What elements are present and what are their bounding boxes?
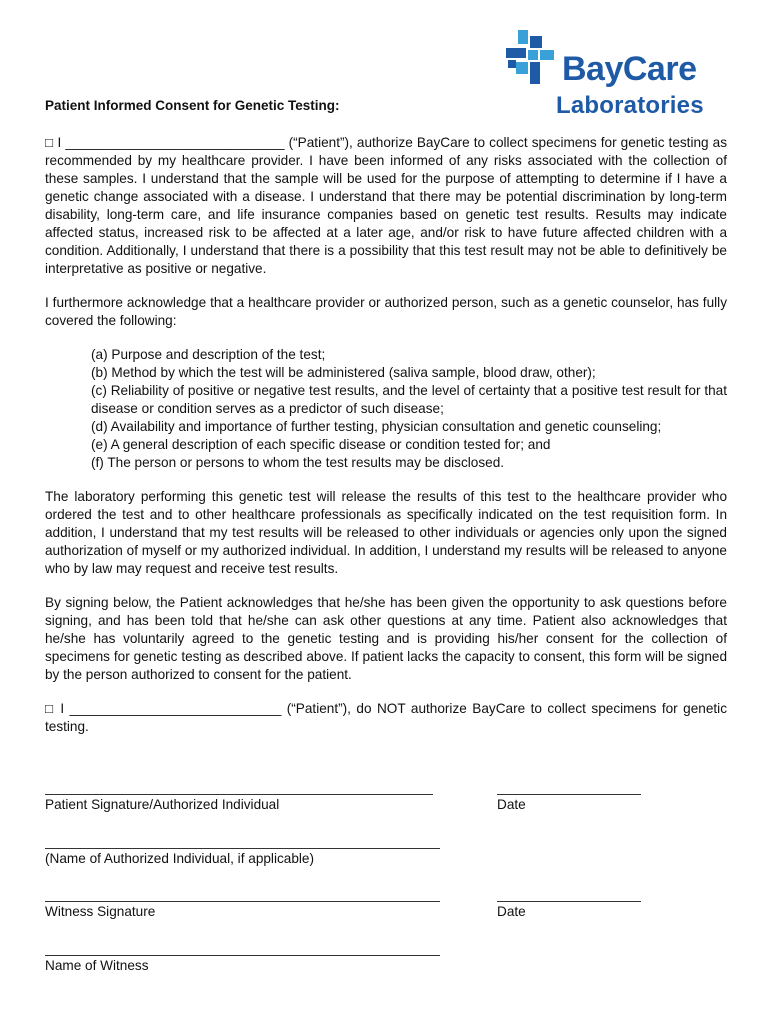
patient-signature-line[interactable]	[45, 794, 433, 795]
release-paragraph: The laboratory performing this genetic test will release the results of this test to the healthcare provider who ordered the test and to other healthcare professionals as specifically indicated on the test requisition form. In addition, I understand that my test results will be released to other individuals or agencies only upon the signed authorization of myself or my authorized individual. In addition, I understand my results will be released to anyone who by law may request and receive test results.	[45, 489, 727, 576]
consent-authorize-paragraph[interactable]: □ I _____________________________ (“Patient”), authorize BayCare to collect specimens for genetic testing as recommended by my healthcare provider. I have been informed of any risks associated with the collection of these samples. I understand that the sample will be used for the purpose of attempting to determine if I have a genetic change associated with a disease. I understand that there may be potential discrimination by long-term disability, long-term care, and life insurance companies based on genetic test results. Results may indicate affected status, increased risk to be affected at a later age, and/or risk to have future affected children with a condition. Additionally, I understand that there is a possibility that this test result may not be able to definitively be interpretative as positive or negative.	[45, 135, 727, 276]
date-line-2[interactable]	[497, 901, 641, 902]
logo-subtitle: Laboratories	[556, 92, 704, 119]
consent-decline-paragraph[interactable]: □ I ____________________________ (“Patient”), do NOT authorize BayCare to collect specimens for genetic testing.	[45, 701, 727, 734]
form-title: Patient Informed Consent for Genetic Testing:	[45, 98, 340, 113]
baycare-cross-icon	[504, 28, 560, 90]
witness-name-line[interactable]	[45, 955, 440, 956]
patient-signature-label: Patient Signature/Authorized Individual	[45, 797, 280, 812]
list-item: (e) A general description of each specific disease or condition tested for; and	[91, 437, 551, 452]
signing-paragraph: By signing below, the Patient acknowledges that he/she has been given the opportunity to ask questions before signing, and has been told that he/she can ask other questions at any time. Patient also acknowledges that he/she has voluntarily agreed to the genetic testing and is providing his/her consent for the collection of specimens for genetic testing as described above. If patient lacks the capacity to consent, this form will be signed by the person authorized to consent for the patient.	[45, 595, 727, 682]
list-item: (f) The person or persons to whom the test results may be disclosed.	[91, 455, 505, 470]
list-item: (c) Reliability of positive or negative test results, and the level of certainty that a positive test result for that disease or condition serves as a predictor of such disease;	[91, 383, 727, 416]
list-item: (a) Purpose and description of the test;	[91, 347, 326, 362]
list-item: (d) Availability and importance of further testing, physician consultation and genetic counseling;	[91, 419, 662, 434]
logo-name: BayCare	[562, 50, 697, 88]
baycare-logo	[500, 24, 705, 124]
date-line-1[interactable]	[497, 794, 641, 795]
date-label-1: Date	[497, 797, 526, 812]
witness-name-label: Name of Witness	[45, 958, 149, 973]
list-item: (b) Method by which the test will be administered (saliva sample, blood draw, other);	[91, 365, 596, 380]
acknowledge-list	[45, 346, 727, 472]
witness-signature-label: Witness Signature	[45, 904, 156, 919]
authorized-name-label: (Name of Authorized Individual, if applicable)	[45, 851, 315, 866]
consent-body	[45, 134, 727, 752]
authorized-name-line[interactable]	[45, 848, 440, 849]
witness-signature-line[interactable]	[45, 901, 440, 902]
date-label-2: Date	[497, 904, 526, 919]
acknowledge-intro: I furthermore acknowledge that a healthcare provider or authorized person, such as a genetic counselor, has fully covered the following:	[45, 295, 727, 328]
